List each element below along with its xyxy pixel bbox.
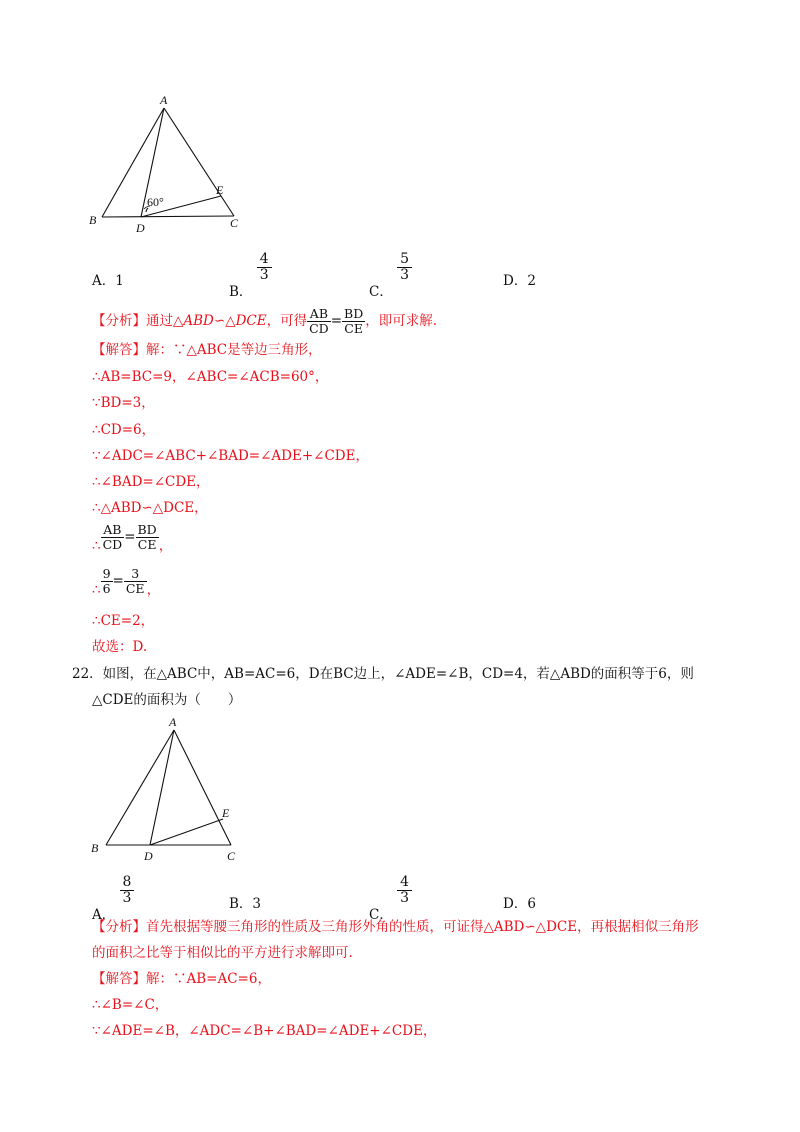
q22-label-e: E xyxy=(222,806,230,820)
q21-answer-value-line: ∴ $\frac{9}{6}$ = $\frac{3}{CE}$ ， xyxy=(92,566,161,598)
q21-analysis-fraction-bd-ce: $\frac{BD}{CE}$ xyxy=(344,306,364,336)
q22-label-d: D xyxy=(144,849,153,863)
q22-option-b: B．3 xyxy=(229,896,262,912)
q21-answer-line-1: 【解答】解：∵△ABC是等边三角形， xyxy=(92,342,322,358)
q21-answer-line-3: ∵BD=3， xyxy=(92,395,155,411)
q22-answer-line-1: 【解答】解：∵AB=AC=6， xyxy=(92,971,271,987)
q21-label-e: E xyxy=(216,183,224,197)
q22-answer-line-2: ∴∠B=∠C， xyxy=(92,997,169,1013)
q22-stem-line-2: △CDE的面积为（ ） xyxy=(92,692,242,708)
q21-label-d: D xyxy=(136,221,145,235)
q21-option-c: C． $\frac{5}{3}$ xyxy=(369,252,412,283)
q21-label-c: C xyxy=(230,216,239,230)
q22-label-a: A xyxy=(169,715,177,729)
q21-answer-ratio-line: ∴ $\frac{AB}{CD}$ = $\frac{BD}{CE}$ ， xyxy=(92,522,173,554)
q21-answer-line-2: ∴AB=BC=9，∠ABC=∠ACB=60°， xyxy=(92,369,329,385)
q21-angle-label: 60° xyxy=(147,195,164,209)
q22-analysis-line-2: 的面积之比等于相似比的平方进行求解即可. xyxy=(92,945,353,961)
q22-option-a: A． $\frac{8}{3}$ xyxy=(92,875,134,906)
q21-option-b-fraction: $\frac{4}{3}$ xyxy=(257,252,272,283)
q22-triangle-figure xyxy=(80,710,260,870)
q22-option-d: D．6 xyxy=(503,896,536,912)
q21-triangle-figure xyxy=(80,90,260,240)
q21-answer-line-6: ∴∠BAD=∠CDE， xyxy=(92,474,210,490)
q21-option-a: A．1 xyxy=(92,273,124,289)
q21-answer-ce: ∴CE=2， xyxy=(92,613,155,629)
q22-label-b: B xyxy=(91,841,99,855)
q21-analysis-fraction-ab-cd: $\frac{AB}{CD}$ xyxy=(309,306,329,336)
q21-ratio-3-ce: $\frac{3}{CE}$ xyxy=(125,566,145,596)
q22-label-c: C xyxy=(227,849,236,863)
q22-answer-line-3: ∵∠ADE=∠B，∠ADC=∠B+∠BAD=∠ADE+∠CDE， xyxy=(92,1023,437,1039)
q21-answer-line-4: ∴CD=6， xyxy=(92,422,156,438)
q21-ratio-9-6: $\frac{9}{6}$ xyxy=(102,566,111,596)
q21-answer-line-5: ∵∠ADC=∠ABC+∠BAD=∠ADE+∠CDE， xyxy=(92,448,369,464)
q21-answer-choice: 故选：D. xyxy=(92,639,148,655)
q21-label-b: B xyxy=(89,213,97,227)
q21-answer-line-7: ∴△ABD∽△DCE， xyxy=(92,500,208,516)
q22-stem-line-1: 22．如图，在△ABC中，AB=AC=6，D在BC边上，∠ADE=∠B，CD=4，若△ABD的面积等于6，则 xyxy=(72,666,694,682)
q21-option-d: D．2 xyxy=(503,273,536,289)
q22-option-c-fraction: $\frac{4}{3}$ xyxy=(397,875,412,906)
q21-label-a: A xyxy=(160,93,168,107)
q22-option-a-fraction: $\frac{8}{3}$ xyxy=(120,875,135,906)
q22-option-c: C． $\frac{4}{3}$ xyxy=(369,875,412,906)
q21-ratio-ab-cd: $\frac{AB}{CD}$ xyxy=(102,522,123,552)
q21-analysis: 【分析】通过△ABD∽△DCE，可得 $\frac{AB}{CD}$ = $\frac{BD}{CE}$ ，即可求解. xyxy=(92,306,438,336)
q21-option-b: B． $\frac{4}{3}$ xyxy=(229,252,272,283)
q22-analysis-line-1: 【分析】首先根据等腰三角形的性质及三角形外角的性质，可证得△ABD∽△DCE，再根据相似三角形 xyxy=(92,919,699,935)
q21-option-c-fraction: $\frac{5}{3}$ xyxy=(397,252,412,283)
q21-ratio-bd-ce: $\frac{BD}{CE}$ xyxy=(137,522,157,552)
